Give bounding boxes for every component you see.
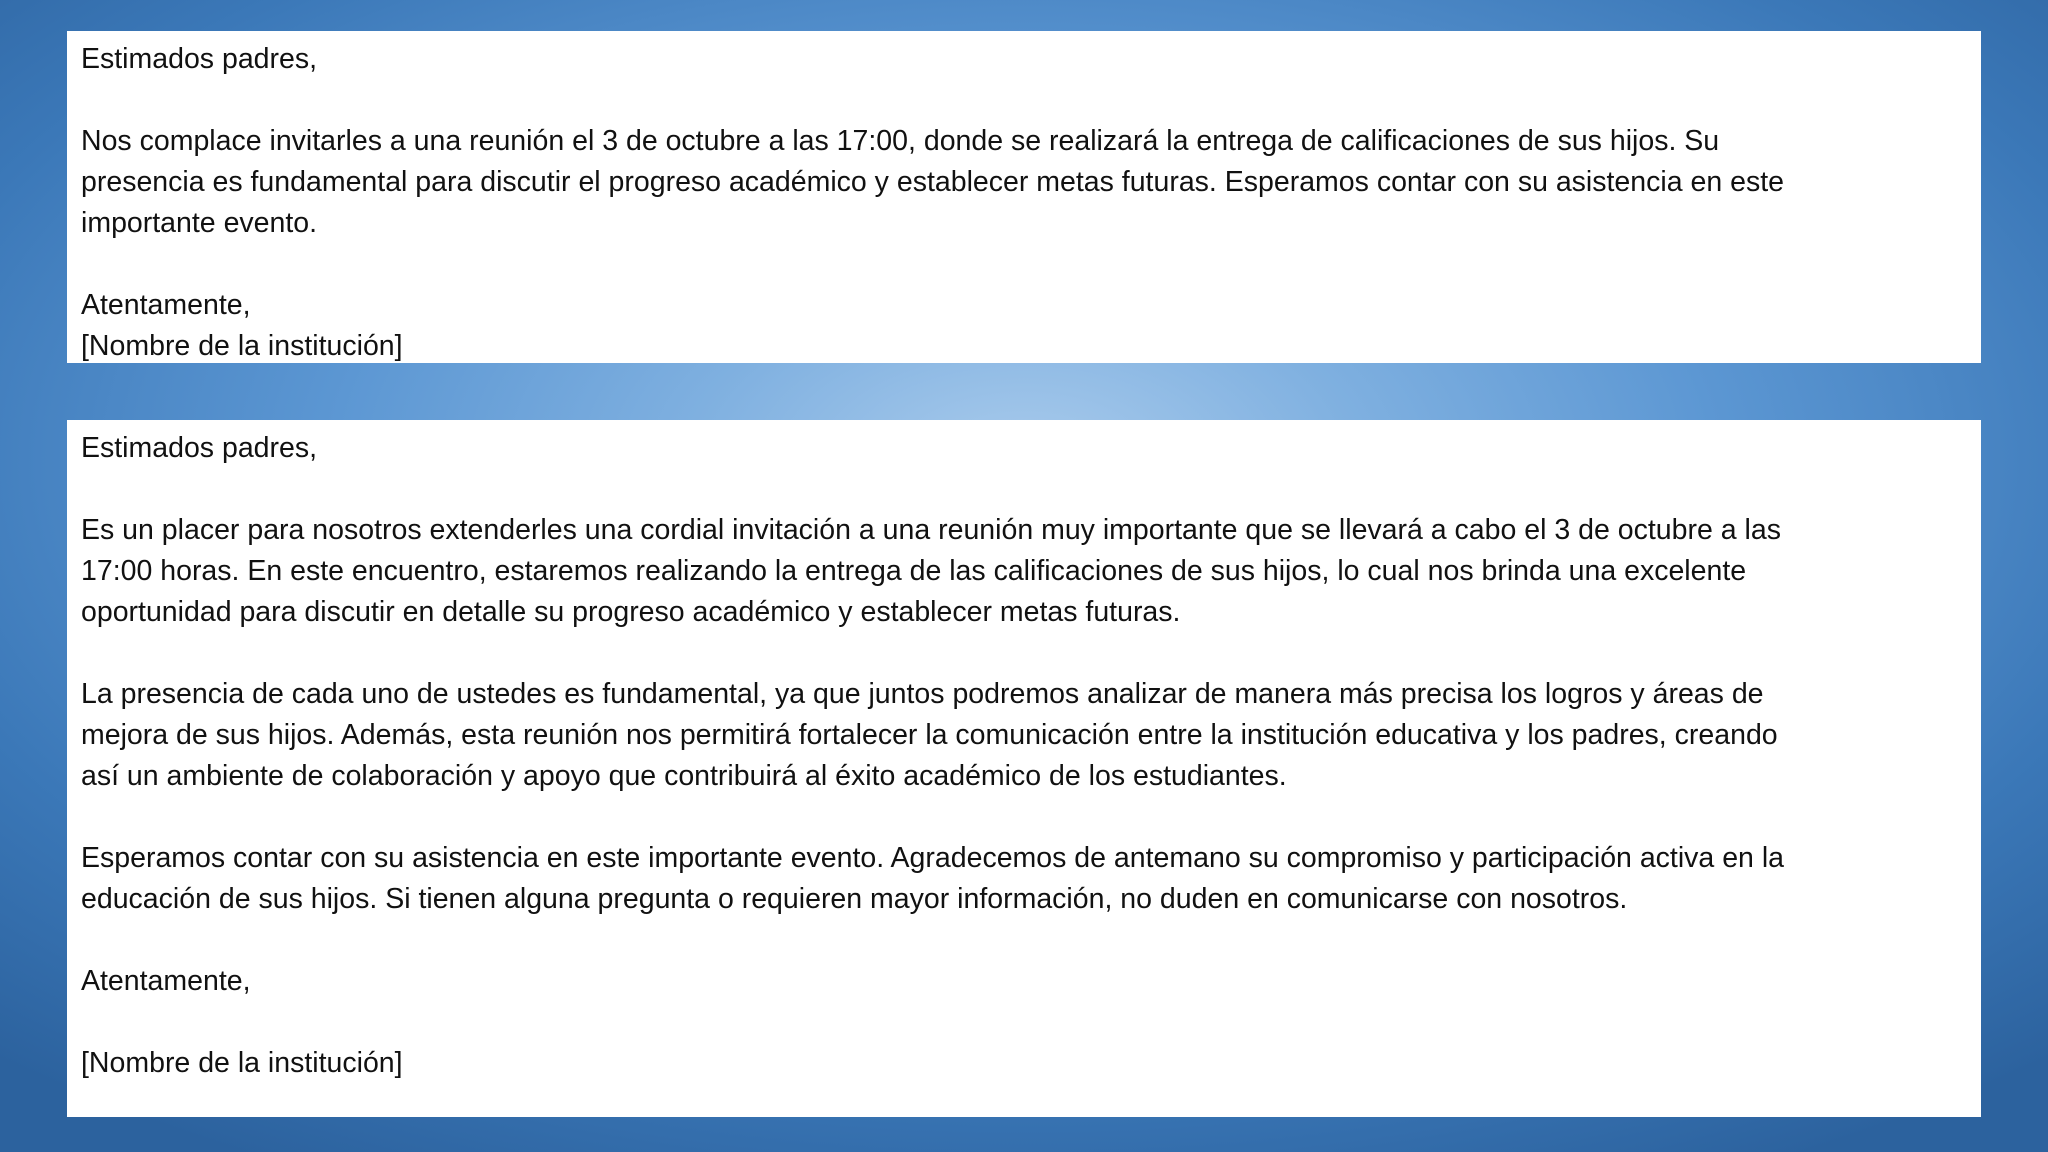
paragraph-line: así un ambiente de colaboración y apoyo que contribuirá al éxito académico de los estudiantes. bbox=[81, 760, 1287, 792]
letter-short-body-line: presencia es fundamental para discutir el progreso académico y establecer metas futuras. Esperamos contar con su asistencia en este bbox=[81, 166, 1784, 198]
letter-long-signature: [Nombre de la institución] bbox=[81, 1047, 403, 1079]
letter-long-textbox[interactable] bbox=[67, 420, 1981, 1117]
letter-short-body-line: Nos complace invitarles a una reunión el 3 de octubre a las 17:00, donde se realizará la entrega de calificaciones de sus hijos. Su bbox=[81, 125, 1720, 157]
blank-line bbox=[81, 797, 1967, 838]
blank-line bbox=[81, 1002, 1967, 1043]
blank-line bbox=[81, 633, 1967, 674]
letter-short-body bbox=[81, 121, 1967, 244]
letter-long-paragraph-2 bbox=[81, 674, 1967, 797]
paragraph-line: Es un placer para nosotros extenderles una cordial invitación a una reunión muy importante que se llevará a cabo el 3 de octubre a las bbox=[81, 514, 1781, 546]
letter-short-closing: Atentamente, bbox=[81, 289, 251, 321]
blank-line bbox=[81, 80, 1967, 121]
letter-short-textbox[interactable] bbox=[67, 31, 1981, 363]
paragraph-line: mejora de sus hijos. Además, esta reunión nos permitirá fortalecer la comunicación entre la institución educativa y los padres, creando bbox=[81, 719, 1778, 751]
blank-line bbox=[81, 920, 1967, 961]
letter-long-closing: Atentamente, bbox=[81, 965, 251, 997]
letter-short-body-line: importante evento. bbox=[81, 207, 318, 239]
paragraph-line: Esperamos contar con su asistencia en este importante evento. Agradecemos de antemano su compromiso y participación activa en la bbox=[81, 842, 1785, 874]
letter-long-paragraph-1 bbox=[81, 510, 1967, 633]
letter-long-paragraph-3 bbox=[81, 838, 1967, 920]
paragraph-line: La presencia de cada uno de ustedes es fundamental, ya que juntos podremos analizar de manera más precisa los logros y áreas de bbox=[81, 678, 1764, 710]
letter-long-greeting: Estimados padres, bbox=[81, 432, 318, 464]
blank-line bbox=[81, 469, 1967, 510]
blank-line bbox=[81, 244, 1967, 285]
paragraph-line: oportunidad para discutir en detalle su progreso académico y establecer metas futuras. bbox=[81, 596, 1181, 628]
letter-short-signature: [Nombre de la institución] bbox=[81, 330, 403, 362]
paragraph-line: educación de sus hijos. Si tienen alguna pregunta o requieren mayor información, no duden en comunicarse con nosotros. bbox=[81, 883, 1628, 915]
paragraph-line: 17:00 horas. En este encuentro, estaremos realizando la entrega de las calificaciones de sus hijos, lo cual nos brinda una excelente bbox=[81, 555, 1747, 587]
letter-short-greeting: Estimados padres, bbox=[81, 43, 318, 75]
